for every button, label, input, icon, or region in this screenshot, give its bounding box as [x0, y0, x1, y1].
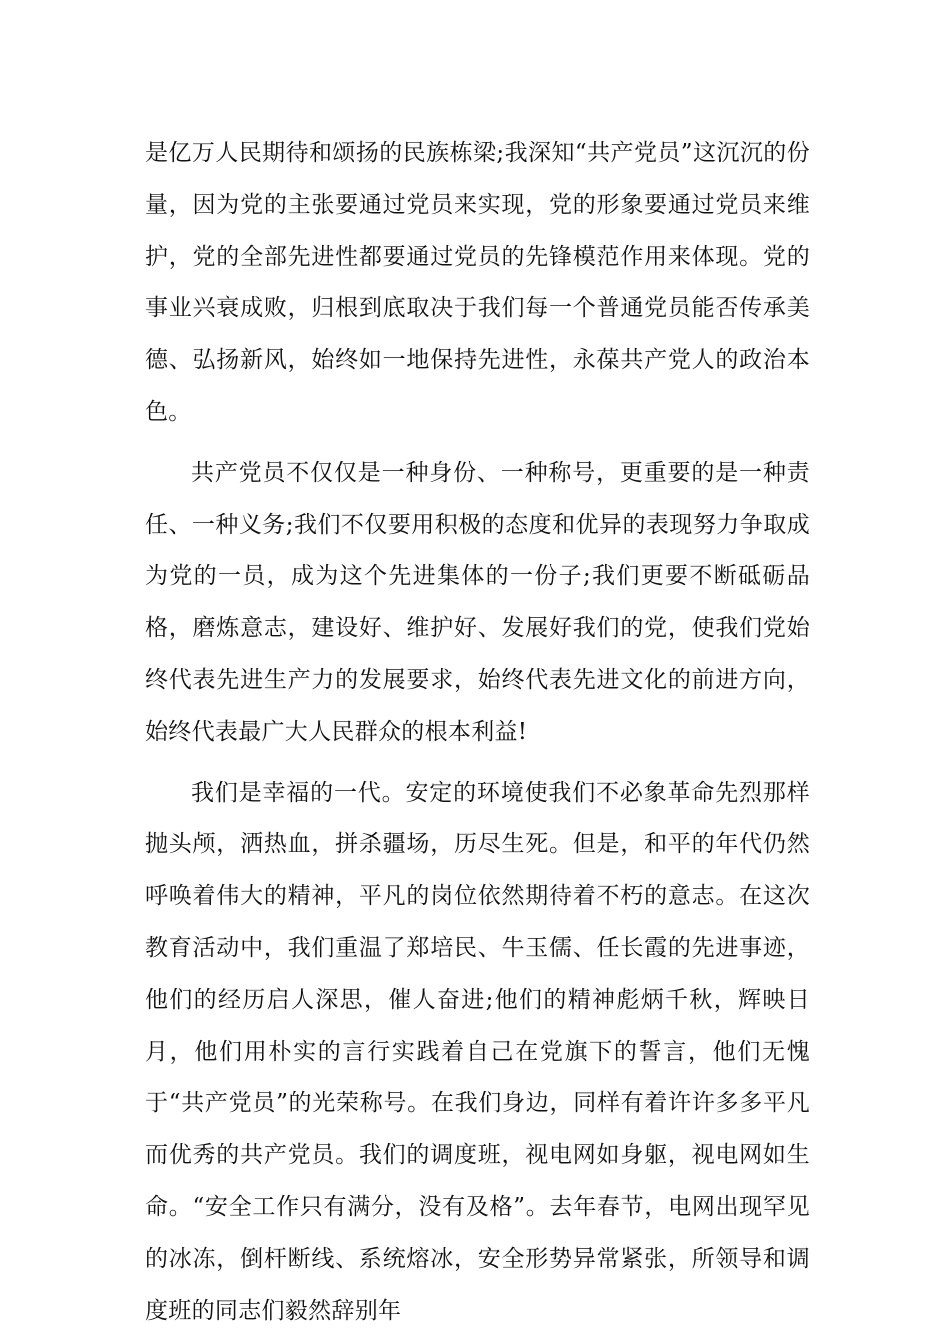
paragraph-3: 我们是幸福的一代。安定的环境使我们不必象革命先烈那样抛头颅，洒热血，拼杀疆场，历尽生死。但是，和平的年代仍然呼唤着伟大的精神，平凡的岗位依然期待着不朽的意志。在这次教育活动中，我们重温了郑培民、牛玉儒、任长霞的先进事迹，他们的经历启人深思，催人奋进;他们的精神彪炳千秋，辉映日月，他们用朴实的言行实践着自己在党旗下的誓言，他们无愧于“共产党员”的光荣称号。在我们身边，同样有着许许多多平凡而优秀的共产党员。我们的调度班，视电网如身躯，视电网如生命。“安全工作只有满分，没有及格”。去年春节，电网出现罕见的冰冻，倒杆断线、系统熔冰，安全形势异常紧张，所领导和调度班的同志们毅然辞别年 [145, 779, 810, 1324]
paragraph-2: 共产党员不仅仅是一种身份、一种称号，更重要的是一种责任、一种义务;我们不仅要用积极的态度和优异的表现努力争取成为党的一员，成为这个先进集体的一份子;我们更要不断砥砺品格，磨炼意志，建设好、维护好、发展好我们的党，使我们党始终代表先进生产力的发展要求，始终代表先进文化的前进方向，始终代表最广大人民群众的根本利益! [145, 459, 810, 745]
paragraph-1: 是亿万人民期待和颂扬的民族栋梁;我深知“共产党员”这沉沉的份量，因为党的主张要通过党员来实现，党的形象要通过党员来维护，党的全部先进性都要通过党员的先锋模范作用来体现。党的事业兴衰成败，归根到底取决于我们每一个普通党员能否传承美德、弘扬新风，始终如一地保持先进性，永葆共产党人的政治本色。 [145, 140, 810, 425]
document-body [145, 128, 810, 1337]
